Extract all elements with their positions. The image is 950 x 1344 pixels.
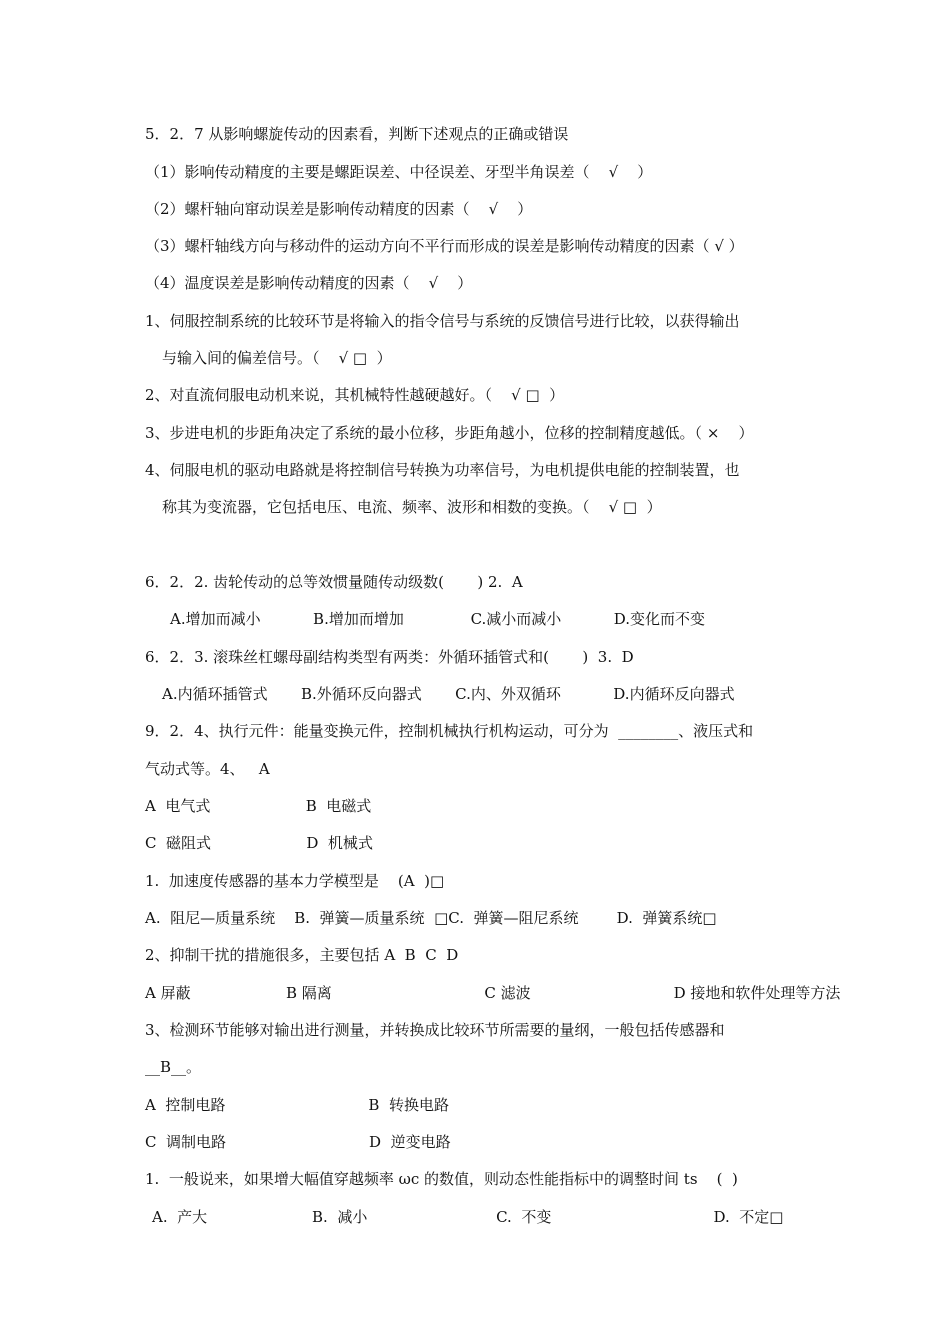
statement-1: （1）影响传动精度的主要是螺距误差、中径误差、牙型半角误差（ √ ） [145, 163, 653, 181]
judgement-4-line-2: 称其为变流器，它包括电压、电流、频率、波形和相数的变换。（ √ □ ） [162, 498, 662, 516]
options-6-2-3: A.内循环插管式 B.外循环反向器式 C.内、外双循环 D.内循环反向器式 [162, 685, 735, 703]
judgement-3: 3、步进电机的步距角决定了系统的最小位移，步距角越小，位移的控制精度越低。（ × ） [145, 424, 754, 442]
options-interference: A 屏蔽 B 隔离 C 滤波 D 接地和软件处理等方法 [145, 984, 841, 1002]
judgement-2: 2、对直流伺服电动机来说，其机械特性越硬越好。（ √ □ ） [145, 386, 565, 404]
statement-2: （2）螺杆轴向窜动误差是影响传动精度的因素（ √ ） [145, 200, 533, 218]
question-interference: 2、抑制干扰的措施很多，主要包括 A B C D [145, 946, 459, 964]
judgement-4-line-1: 4、伺服电机的驱动电路就是将控制信号转换为功率信号，为电机提供电能的控制装置，也 [145, 461, 740, 479]
options-detection-row-2: C 调制电路 D 逆变电路 [145, 1133, 451, 1151]
question-crossover-frequency: 1. 一般说来，如果增大幅值穿越频率 ωc 的数值，则动态性能指标中的调整时间 ts ( ) [145, 1170, 738, 1188]
options-9-2-4-row-1: A 电气式 B 电磁式 [145, 797, 372, 815]
options-crossover-frequency: A. 产大 B. 减小 C. 不变 D. 不定□ [152, 1208, 784, 1226]
options-9-2-4-row-2: C 磁阻式 D 机械式 [145, 834, 373, 852]
question-6-2-2: 6．2．2. 齿轮传动的总等效惯量随传动级数( ) 2. A [145, 573, 523, 591]
heading-5-2-7: 5．2．7 从影响螺旋传动的因素看，判断下述观点的正确或错误 [145, 125, 569, 143]
options-accelerometer: A. 阻尼—质量系统 B. 弹簧—质量系统 □C. 弹簧—阻尼系统 D. 弹簧系统□ [145, 909, 717, 927]
question-9-2-4-line-2: 气动式等。4、 A [145, 760, 270, 778]
options-6-2-2: A.增加而减小 B.增加而增加 C.减小而减小 D.变化而不变 [170, 610, 706, 628]
statement-3: （3）螺杆轴线方向与移动件的运动方向不平行而形成的误差是影响传动精度的因素（ √ ） [145, 237, 744, 255]
options-detection-row-1: A 控制电路 B 转换电路 [145, 1096, 449, 1114]
question-6-2-3: 6．2．3. 滚珠丝杠螺母副结构类型有两类：外循环插管式和( ) 3. D [145, 648, 634, 666]
question-accelerometer: 1. 加速度传感器的基本力学模型是 (A )□ [145, 872, 445, 890]
question-detection-line-2: __B__。 [145, 1058, 202, 1076]
question-9-2-4-line-1: 9．2．4、执行元件：能量变换元件，控制机械执行机构运动，可分为 ________、液压式和 [145, 722, 754, 740]
statement-4: （4）温度误差是影响传动精度的因素（ √ ） [145, 274, 473, 292]
judgement-1-line-2: 与输入间的偏差信号。（ √ □ ） [162, 349, 392, 367]
question-detection-line-1: 3、检测环节能够对输出进行测量，并转换成比较环节所需要的量纲，一般包括传感器和 [145, 1021, 725, 1039]
judgement-1-line-1: 1、伺服控制系统的比较环节是将输入的指令信号与系统的反馈信号进行比较，以获得输出 [145, 312, 740, 330]
